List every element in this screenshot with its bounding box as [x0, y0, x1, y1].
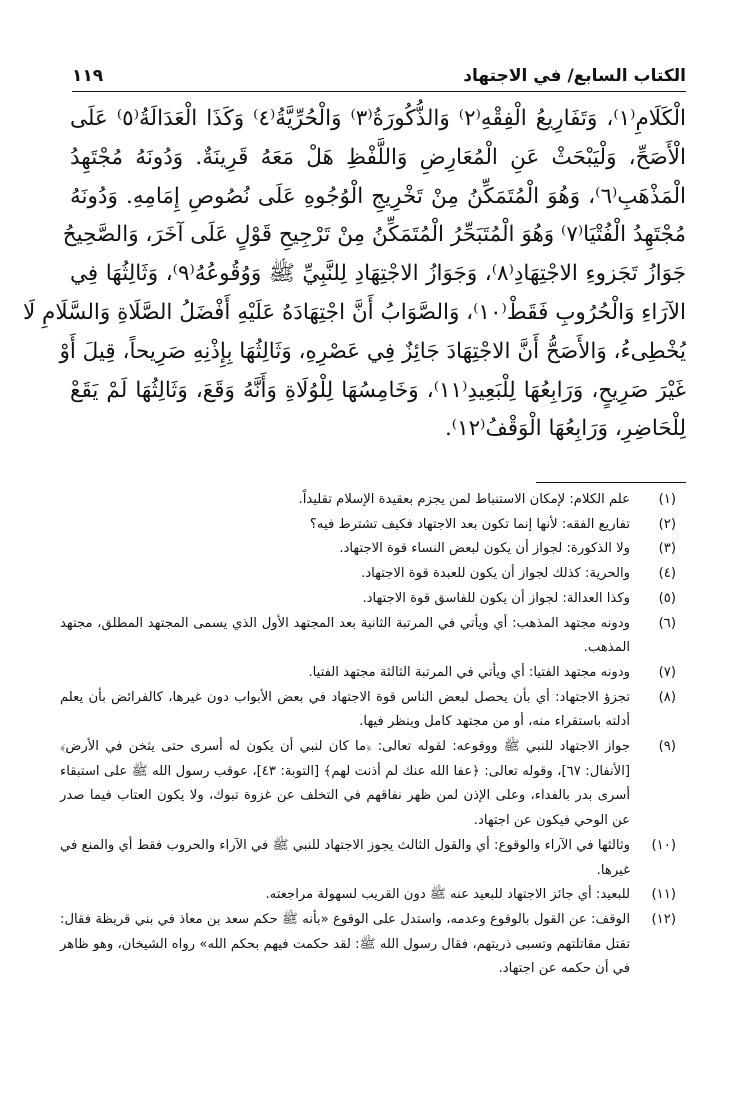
footnote-text: تجزؤ الاجتهاد: أي بأن يحصل لبعض الناس قوة الاجتهاد في بعض الأبواب دون غيرها، كالفرائض بأن يعلم أدلته باستقراء منه، أو من مجتهد كامل وينظر فيها.	[60, 689, 630, 730]
footnote-number: (٩)	[658, 739, 676, 755]
footnote	[60, 883, 676, 908]
footnote-number: (٦)	[658, 615, 676, 631]
footnote-number: (٣)	[658, 541, 676, 557]
main-text-line: الْأَصَحِّ، وَلْيَبْحَثْ عَنِ الْمُعَارِضِ وَاللَّفْظِ هَلْ مَعَهُ قَرِينَةٌ. وَدُونَهُ مُجْتَهِدُ	[70, 144, 686, 170]
footnote	[60, 908, 676, 982]
footnote-number: (٧)	[658, 664, 676, 680]
footnote	[60, 686, 676, 735]
main-text-line: جَوَازُ تَجَزوءِ الاجْتِهَادِ⁽٨⁾، وَجَوَازُ الاجْتِهَادِ لِلنَّبِيِّ ﷺ وَوُقُوعُهُ⁽٩⁾، وَثَالِثُهَا فِي	[70, 261, 686, 287]
footnote-text: والحرية: كذلك لجواز أن يكون للعبدة قوة الاجتهاد.	[361, 566, 630, 582]
footnote	[60, 587, 676, 612]
main-text-block	[22, 100, 686, 449]
footnote-text: الوقف: عن القول بالوقوع وعدمه، واستدل على الوقوع «بأنه ﷺ حكم سعد بن معاذ في بني قريظة فقال: تقتل مقاتلتهم وتسبى ذريتهم، فقال رسول الله ﷺ: لقد حكمت فيهم بحكم الله» رواه الشيخان، وهو ظاهر في أن حكمه عن اجتهاد.	[60, 911, 630, 977]
footnotes-block	[60, 488, 676, 982]
footnote	[60, 562, 676, 587]
footnote-number: (٨)	[658, 689, 676, 705]
footnote	[60, 513, 676, 538]
footnote	[60, 488, 676, 513]
footnote-number: (١٢)	[651, 911, 676, 927]
footnote-text: وثالثها في الآراء والوقوع: أي والقول الثالث يجوز الاجتهاد للنبي ﷺ في الآراء والحروب فقط أي والمنع في غيرها.	[60, 837, 630, 878]
footnote	[60, 537, 676, 562]
footnote-text: تفاريع الفقه: لأنها إنما تكون بعد الاجتهاد فكيف تشترط فيه؟	[309, 516, 630, 532]
main-text-line: الْمَذْهَبِ⁽٦⁾، وَهُوَ الْمُتَمَكِّنُ مِنْ تَخْرِيجِ الْوُجُوهِ عَلَى نُصُوصِ إِمَامِهِ. وَدُونَهُ	[70, 183, 686, 209]
footnote-number: (١)	[658, 492, 676, 507]
footnote-number: (٢)	[658, 516, 676, 532]
main-text-line: الْكَلَامِ⁽١⁾، وَتَفَارِيعُ الْفِقْهِ⁽٢⁾ وَالذُّكُورَةُ⁽٣⁾ وَالْحُرِّيَّةُ⁽٤⁾ وَكَذَا الْعَدَالَةُ⁽٥⁾ عَلَى	[70, 106, 686, 131]
running-title: الكتاب السابع/ في الاجتهاد	[463, 66, 686, 86]
footnote	[60, 735, 676, 834]
page-header	[72, 58, 686, 86]
main-text-line: مُجْتَهِدُ الْفُتْيَا⁽٧⁾ وَهُوَ الْمُتَبَحِّرُ الْمُتَمَكِّنُ مِنْ تَرْجِيحِ قَوْلٍ عَلَى آخَرَ، وَالصَّحِيحُ	[62, 222, 686, 248]
main-text-line: غَيْرَ صَرِيحٍ، وَرَابِعُهَا لِلْبَعِيدِ⁽١١⁾، وَخَامِسُهَا لِلْوُلَاةِ وَأَنَّهُ وَقَعَ، وَثَالِثُهَا لَمْ يَقَعْ	[70, 377, 686, 403]
footnote-divider	[536, 482, 686, 483]
footnote-number: (١١)	[651, 887, 676, 903]
main-text-line: لِلْحَاضِرِ، وَرَابِعُهَا الْوَقْفُ⁽١٢⁾.	[444, 416, 686, 442]
footnote-number: (١٠)	[651, 837, 676, 853]
footnote-text: ودونه مجتهد الفتيا: أي ويأتي في المرتبة الثالثة مجتهد الفتيا.	[308, 664, 630, 680]
footnote-text: للبعيد: أي جائز الاجتهاد للبعيد عنه ﷺ دون القريب لسهولة مراجعته.	[265, 887, 630, 903]
footnote-text: جواز الاجتهاد للنبي ﷺ ووقوعه: لقوله تعالى: ﴿ما كان لنبي أن يكون له أسرى حتى يثخن في الأرض﴾ [الأنفال: ٦٧]، وقوله تعالى: ﴿عفا الله عنك لم أذنت لهم﴾ [التوبة: ٤٣]، عوقب رسول الله ﷺ على استبقاء أسرى بدر بالفداء، وعلى الإذن لمن ظهر نفاقهم في التخلف عن غزوة تبوك، ولا يكون العتاب فيما صدر عن الوحي فيكون عن اجتهاد.	[60, 739, 631, 829]
footnote-text: ودونه مجتهد المذهب: أي ويأتي في المرتبة الثانية بعد المجتهد الأول الذي يسمى المجتهد المطلق، مجتهد المذهب.	[60, 615, 630, 656]
footnote-text: وكذا العدالة: لجواز أن يكون للفاسق قوة الاجتهاد.	[362, 590, 630, 606]
page-number: ١١٩	[72, 66, 104, 86]
main-text-line: الآرَاءِ وَالْحُرُوبِ فَقَطْ⁽١٠⁾، وَالصَّوَابُ أَنَّ اجْتِهَادَهُ عَلَيْهِ أَفْضَلُ الصَّلَاةِ وَالسَّلَامِ لَا	[22, 299, 686, 325]
footnote-number: (٤)	[658, 566, 676, 582]
header-divider	[72, 91, 686, 92]
footnote-number: (٥)	[658, 590, 676, 606]
footnote	[60, 661, 676, 686]
footnote-text: علم الكلام: لإمكان الاستنباط لمن يجزم بعقيدة الإسلام تقليداً.	[298, 492, 630, 507]
footnote-text: ولا الذكورة: لجواز أن يكون لبعض النساء قوة الاجتهاد.	[339, 541, 630, 557]
footnote	[60, 612, 676, 661]
main-text-line: يُخْطِىءُ، وَالأَصَحُّ أَنَّ الاجْتِهَادَ جَائِزٌ فِي عَصْرِهِ، وَثَالِثُهَا بِإِذْنِهِ صَرِيحاً، قِيلَ أَوْ	[59, 338, 686, 364]
footnote	[60, 834, 676, 883]
